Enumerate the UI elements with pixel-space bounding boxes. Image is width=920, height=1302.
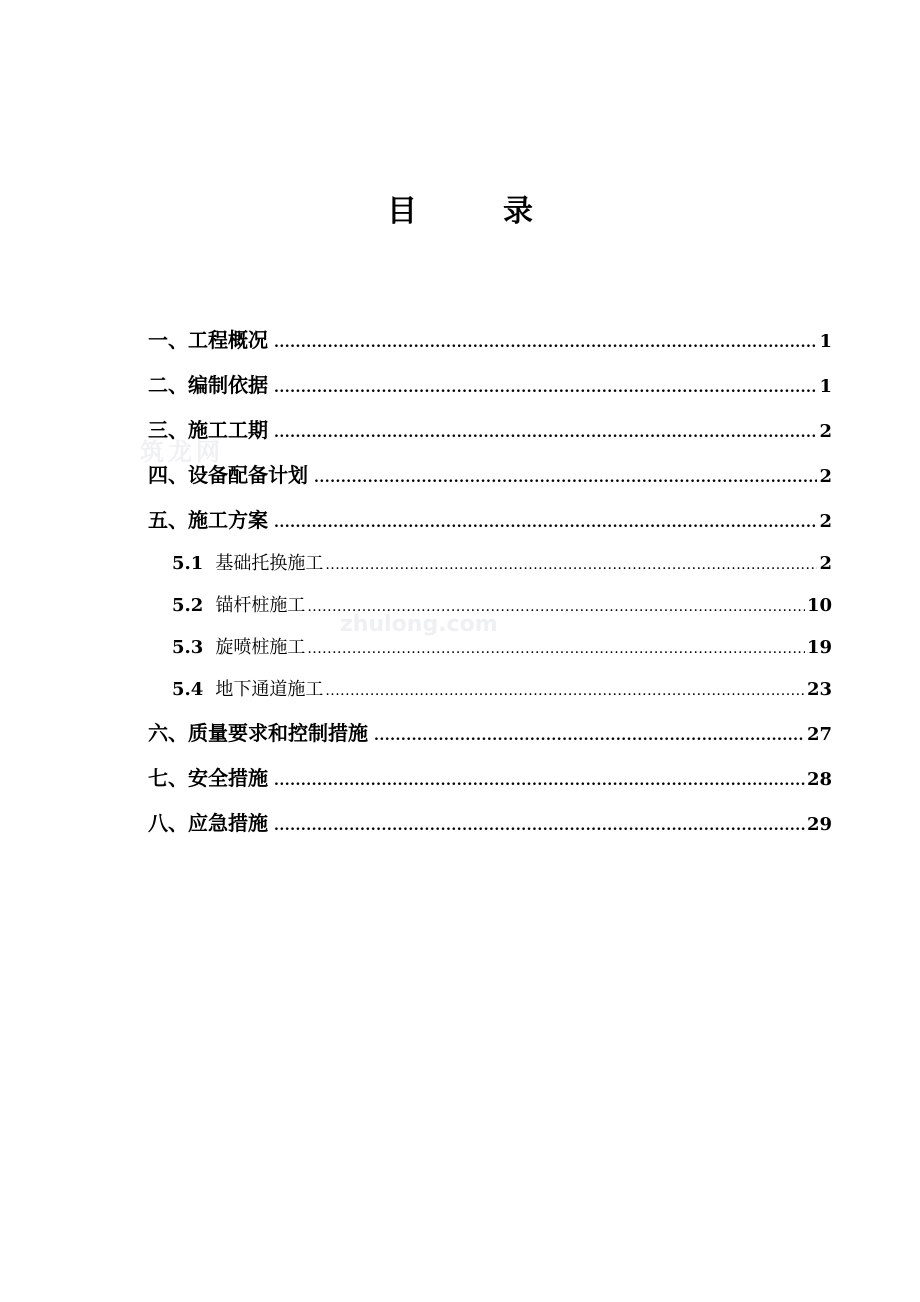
watermark-en: zhulong.com	[340, 612, 498, 637]
toc-page-number: 19	[806, 637, 832, 658]
toc-subentry[interactable]	[148, 585, 832, 627]
toc-entry[interactable]	[148, 711, 832, 756]
watermark-cn: 筑龙网	[140, 438, 224, 466]
toc-page-number: 1	[819, 331, 832, 352]
toc-leader-dots	[325, 670, 805, 712]
toc-section-number: 5.1	[172, 553, 204, 574]
toc-page-number: 2	[819, 511, 832, 532]
toc-title-right: 录	[503, 194, 533, 229]
toc-leader-dots	[274, 366, 817, 411]
toc-entry[interactable]	[148, 756, 832, 801]
toc-page-number: 28	[806, 769, 832, 790]
toc-entry-label: 四、设备配备计划	[148, 463, 308, 487]
toc-entry[interactable]	[148, 408, 832, 453]
toc-page-number: 27	[806, 724, 832, 745]
toc-entry[interactable]	[148, 318, 832, 363]
toc-entry-label: 五、施工方案	[148, 508, 268, 532]
toc-leader-dots	[325, 544, 817, 586]
toc-section-number: 5.2	[172, 595, 204, 616]
toc-entry[interactable]	[148, 363, 832, 408]
toc-title	[0, 186, 920, 230]
toc-page-number: 29	[806, 814, 832, 835]
toc-entry-label: 七、安全措施	[148, 766, 268, 790]
toc-page-number: 23	[806, 679, 832, 700]
toc-leader-dots	[274, 759, 805, 804]
toc-page-number: 2	[819, 466, 832, 487]
toc-leader-dots	[314, 456, 817, 501]
toc-page-number: 2	[819, 421, 832, 442]
toc-subentry[interactable]	[148, 543, 832, 585]
toc-page-number: 2	[819, 553, 832, 574]
toc-entry-label: 锚杆桩施工	[215, 595, 306, 616]
toc-leader-dots	[274, 321, 817, 366]
toc-entry-label: 三、施工工期	[148, 418, 268, 442]
toc-entry-label: 二、编制依据	[148, 373, 268, 397]
toc-subentry[interactable]	[148, 627, 832, 669]
toc-entry[interactable]	[148, 498, 832, 543]
toc-entry-label: 基础托换施工	[215, 553, 324, 574]
toc-leader-dots	[307, 628, 805, 670]
toc-section-number: 5.3	[172, 637, 204, 658]
toc-entry[interactable]	[148, 453, 832, 498]
toc-leader-dots	[274, 411, 817, 456]
toc-entry-label: 一、工程概况	[148, 328, 268, 352]
toc-leader-dots	[274, 804, 805, 849]
toc-entry-label: 旋喷桩施工	[215, 637, 306, 658]
toc-leader-dots	[307, 586, 805, 628]
toc-entry-label: 八、应急措施	[148, 811, 268, 835]
toc-leader-dots	[374, 714, 805, 759]
toc-section-number: 5.4	[172, 679, 204, 700]
toc-page-number: 10	[806, 595, 832, 616]
toc-title-left: 目	[387, 194, 417, 229]
table-of-contents	[148, 318, 832, 846]
toc-entry-label: 六、质量要求和控制措施	[148, 721, 368, 745]
toc-entry-label: 地下通道施工	[215, 679, 324, 700]
toc-page-number: 1	[819, 376, 832, 397]
toc-leader-dots	[274, 501, 817, 546]
toc-subentry[interactable]	[148, 669, 832, 711]
toc-entry[interactable]	[148, 801, 832, 846]
